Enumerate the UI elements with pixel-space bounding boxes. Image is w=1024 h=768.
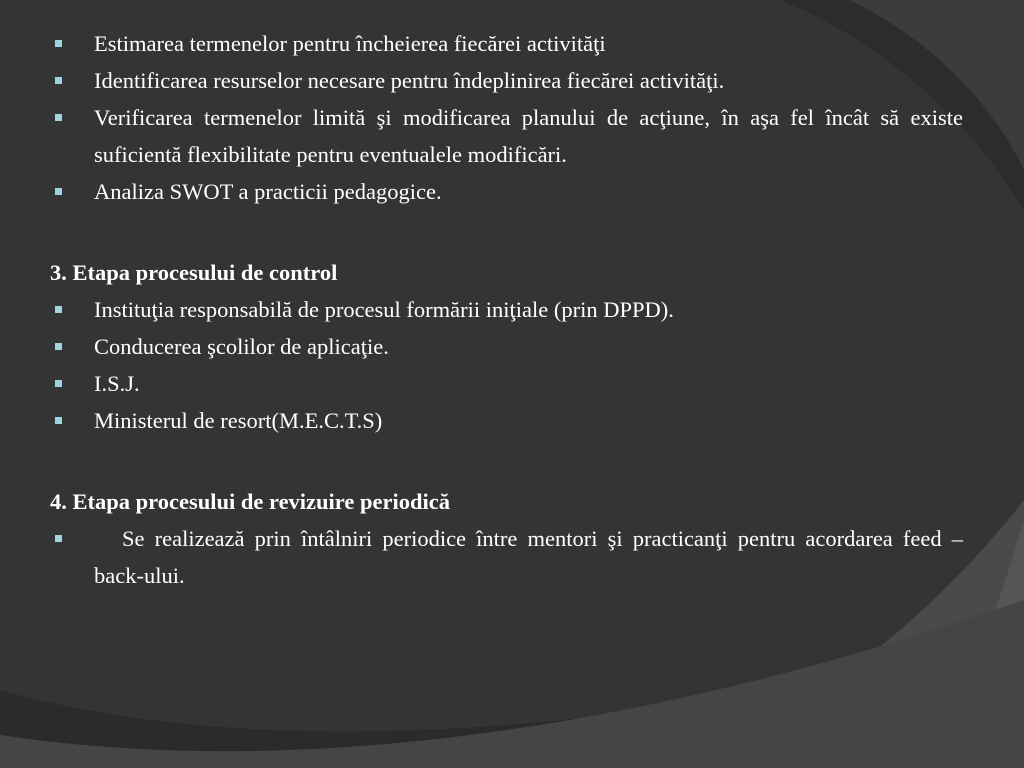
square-bullet-icon — [55, 40, 62, 47]
list-item — [50, 365, 963, 402]
square-bullet-icon — [55, 306, 62, 313]
list-item — [50, 173, 963, 210]
square-bullet-icon — [55, 535, 62, 542]
square-bullet-icon — [55, 343, 62, 350]
list-item — [50, 328, 963, 365]
list-item — [50, 62, 963, 99]
list-item-text: Analiza SWOT a practicii pedagogice. — [94, 179, 442, 204]
square-bullet-icon — [55, 188, 62, 195]
list-item — [50, 520, 963, 594]
list-item-text: Se realizează prin întâlniri periodice între mentori şi practicanţi pentru acordarea feed – back-ului. — [94, 526, 963, 588]
list-item-text: Instituţia responsabilă de procesul formării iniţiale (prin DPPD). — [94, 297, 674, 322]
list-item-text: Identificarea resurselor necesare pentru îndeplinirea fiecărei activităţi. — [94, 68, 725, 93]
square-bullet-icon — [55, 380, 62, 387]
list-item-text: Conducerea şcolilor de aplicaţie. — [94, 334, 389, 359]
list-item-text: Verificarea termenelor limită şi modificarea planului de acţiune, în aşa fel încât să existe suficientă flexibilitate pentru eventualele modificări. — [94, 105, 963, 167]
square-bullet-icon — [55, 417, 62, 424]
list-item — [50, 402, 963, 439]
list-item — [50, 291, 963, 328]
list-item-text: I.S.J. — [94, 371, 140, 396]
slide-content — [50, 25, 963, 594]
section-heading-control: 3. Etapa procesului de control — [50, 260, 338, 285]
square-bullet-icon — [55, 114, 62, 121]
spacer — [50, 439, 963, 483]
list-item — [50, 99, 963, 173]
section-heading-revision: 4. Etapa procesului de revizuire periodică — [50, 489, 450, 514]
list-item — [50, 25, 963, 62]
list-item-text: Ministerul de resort(M.E.C.T.S) — [94, 408, 383, 433]
spacer — [50, 210, 963, 254]
list-item-text: Estimarea termenelor pentru încheierea fiecărei activităţi — [94, 31, 606, 56]
square-bullet-icon — [55, 77, 62, 84]
